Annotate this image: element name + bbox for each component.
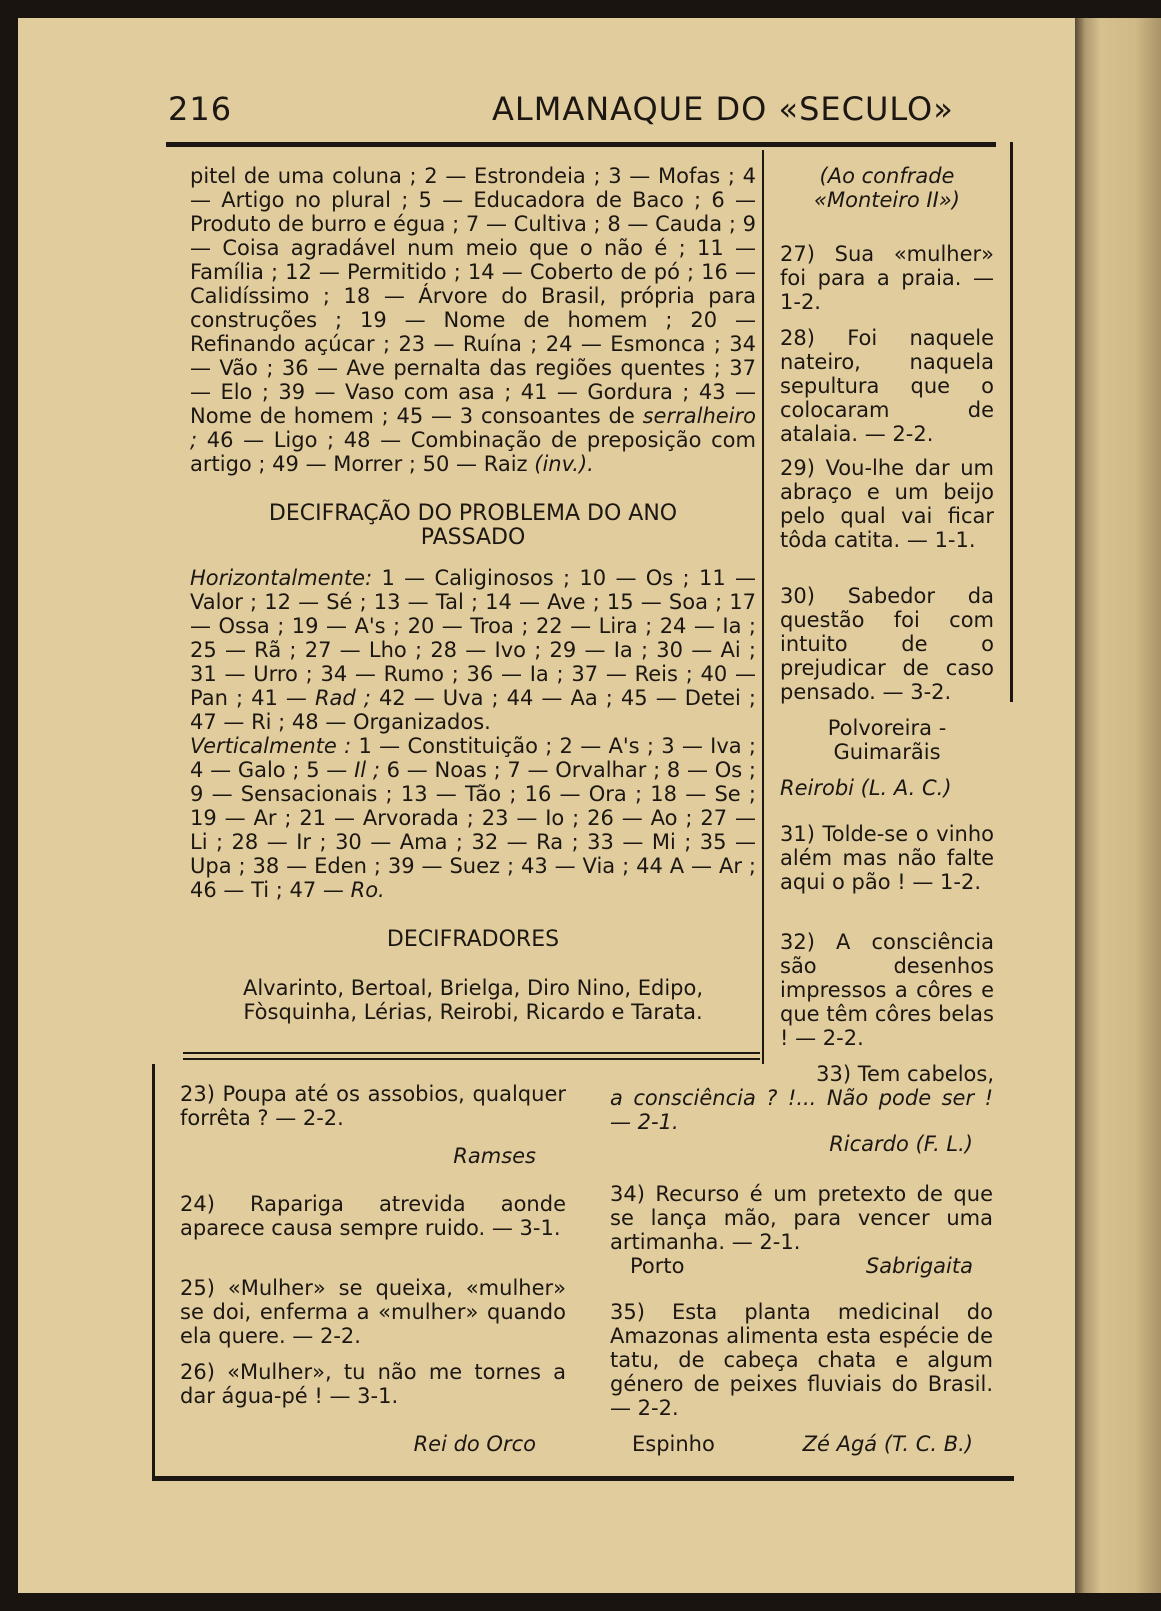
- running-title: ALMANAQUE DO «SECULO»: [492, 90, 954, 128]
- signature-espinho: [610, 1432, 993, 1456]
- clues-paragraph: [190, 164, 756, 476]
- clues-text: pitel de uma coluna ; 2 — Estrondeia ; 3 — Mofas ; 4 — Artigo no plural ; 5 — Educadora de Baco ; 6 — Produto de burro e égua ; 7 — Cultiva ; 8 — Cauda ; 9 — Coisa agradável num meio que o não é ; 11 — Família ; 12 — Permitido ; 14 — Coberto de pó ; 16 — Calidíssimo ; 18 — Árvore do Brasil, própria para construções ; 19 — Nome de homem ; 20 — Refinando açúcar ; 23 — Ruína ; 24 — Esmonca ; 34 — Vão ; 36 — Ave pernalta das regiões quentes ; 37 — Elo ; 39 — Vaso com asa ; 41 — Gordura ; 43 — Nome de homem ; 45 — 3 consoantes de: [190, 164, 756, 428]
- problem-31: 31) Tolde-se o vinho além mas não falte aqui o pão ! — 1-2.: [780, 822, 994, 894]
- vertical-ro: Ro.: [350, 878, 385, 902]
- vertical-text: 1 — Constituição ; 2 — A's ; 3 — Iva ; 4 — Galo ; 5 —: [190, 734, 756, 782]
- decifracao-heading: DECIFRAÇÃO DO PROBLEMA DO ANO PASSADO: [268, 501, 678, 550]
- problem-28: 28) Foi naquele nateiro, naquela sepultura que o colocaram de atalaia. — 2-2.: [780, 326, 994, 446]
- signature-porto-place: Porto: [630, 1254, 685, 1278]
- vertical-label: Verticalmente :: [190, 734, 352, 758]
- left-box-border: [152, 1064, 155, 1476]
- problem-30: 30) Sabedor da questão foi com intuito de o prejudicar de caso pensado. — 3-2.: [780, 584, 994, 704]
- page-number: 216: [168, 90, 233, 128]
- signature-sabrigaita: Sabrigaita: [865, 1254, 973, 1278]
- problem-24: 24) Rapariga atrevida aonde aparece causa sempre ruido. — 3-1.: [180, 1192, 566, 1240]
- vertical-il: Il ;: [354, 758, 380, 782]
- signature-reirobi: Reirobi (L. A. C.): [780, 776, 952, 800]
- right-box-border: [1010, 142, 1013, 702]
- horizontal-rad: Rad ;: [314, 686, 371, 710]
- decifradores-heading: DECIFRADORES: [386, 927, 560, 952]
- signature-espinho-place: Espinho: [632, 1432, 715, 1456]
- dedication: (Ao confrade «Monteiro II»): [814, 164, 960, 212]
- mid-rule-2: [183, 1058, 760, 1060]
- horizontal-text-2: 42 — Uva ; 44 — Aa ; 45 — Detei ; 47 — Ri ; 48 — Organizados.: [190, 686, 756, 734]
- horizontal-text: 1 — Caliginosos ; 10 — Os ; 11 — Valor ; 12 — Sé ; 13 — Tal ; 14 — Ave ; 15 — Soa ; 17 — Ossa ; 19 — A's ; 20 — Troa ; 22 — Lira ; 24 — Ia ; 25 — Rã ; 27 — Lho ; 28 — Ivo ; 29 — Ia ; 30 — Ai ; 31 — Urro ; 34 — Rumo ; 36 — Ia ; 37 — Reis ; 40 — Pan ; 41 —: [190, 566, 756, 710]
- signature-porto: [610, 1254, 993, 1278]
- problem-26: 26) «Mulher», tu não me tornes a dar água-pé ! — 3-1.: [180, 1360, 566, 1408]
- page-gutter: [1075, 18, 1161, 1593]
- clues-term: serralheiro ;: [190, 404, 756, 452]
- problem-23: 23) Poupa até os assobios, qualquer forrêta ? — 2-2.: [180, 1082, 566, 1130]
- problem-34: 34) Recurso é um pretexto de que se lança mão, para vencer uma artimanha. — 2-1.: [610, 1182, 993, 1254]
- problem-33-start: 33) Tem cabelos,: [816, 1062, 994, 1086]
- mid-rule: [183, 1052, 760, 1054]
- problem-25: 25) «Mulher» se queixa, «mulher» se doi, enferma a «mulher» quando ela quere. — 2-2.: [180, 1276, 566, 1348]
- signature-place: Polvoreira - Guimarãis: [827, 716, 947, 764]
- horizontal-solution: [190, 566, 756, 902]
- problem-32: 32) A consciência são desenhos impressos a côres e que têm côres belas ! — 2-2.: [780, 930, 994, 1050]
- column-divider: [762, 150, 764, 1064]
- signature-ricardo: Ricardo (F. L.): [829, 1132, 973, 1156]
- signature-ramses: Ramses: [453, 1144, 536, 1168]
- signature-rei-do-orco: Rei do Orco: [413, 1432, 536, 1456]
- problem-27: 27) Sua «mulher» foi para a praia. — 1-2.: [780, 242, 994, 314]
- vertical-text-2: 6 — Noas ; 7 — Orvalhar ; 8 — Os ; 9 — Sensacionais ; 13 — Tão ; 16 — Ora ; 18 — Se ; 19 — Ar ; 21 — Arvorada ; 23 — Io ; 26 — Ao ; 27 — Li ; 28 — Ir ; 30 — Ama ; 32 — Ra ; 33 — Mi ; 35 — Upa ; 38 — Eden ; 39 — Suez ; 43 — Via ; 44 A — Ar ; 46 — Ti ; 47 —: [190, 758, 757, 902]
- clues-text-2: 46 — Ligo ; 48 — Combinação de preposição com artigo ; 49 — Morrer ; 50 — Raiz: [190, 428, 756, 476]
- problem-35: 35) Esta planta medicinal do Amazonas alimenta esta espécie de tatu, de cabeça chata e algum género de peixes fluviais do Brasil. — 2-2.: [610, 1300, 993, 1420]
- problem-33-end: a consciência ? !... Não pode ser ! — 2-1.: [610, 1086, 993, 1134]
- decifradores-names: Alvarinto, Bertoal, Brielga, Diro Nino, Edipo, Fòsquinha, Lérias, Reirobi, Ricardo e Tarata.: [242, 976, 704, 1024]
- problem-29: 29) Vou-lhe dar um abraço e um beijo pelo qual vai ficar tôda catita. — 1-1.: [780, 456, 994, 552]
- horizontal-label: Horizontalmente:: [190, 566, 373, 590]
- clues-inv: (inv.).: [534, 452, 594, 476]
- signature-ze-aga: Zé Agá (T. C. B.): [802, 1432, 973, 1456]
- bottom-rule: [152, 1476, 1014, 1481]
- top-rule: [166, 142, 996, 147]
